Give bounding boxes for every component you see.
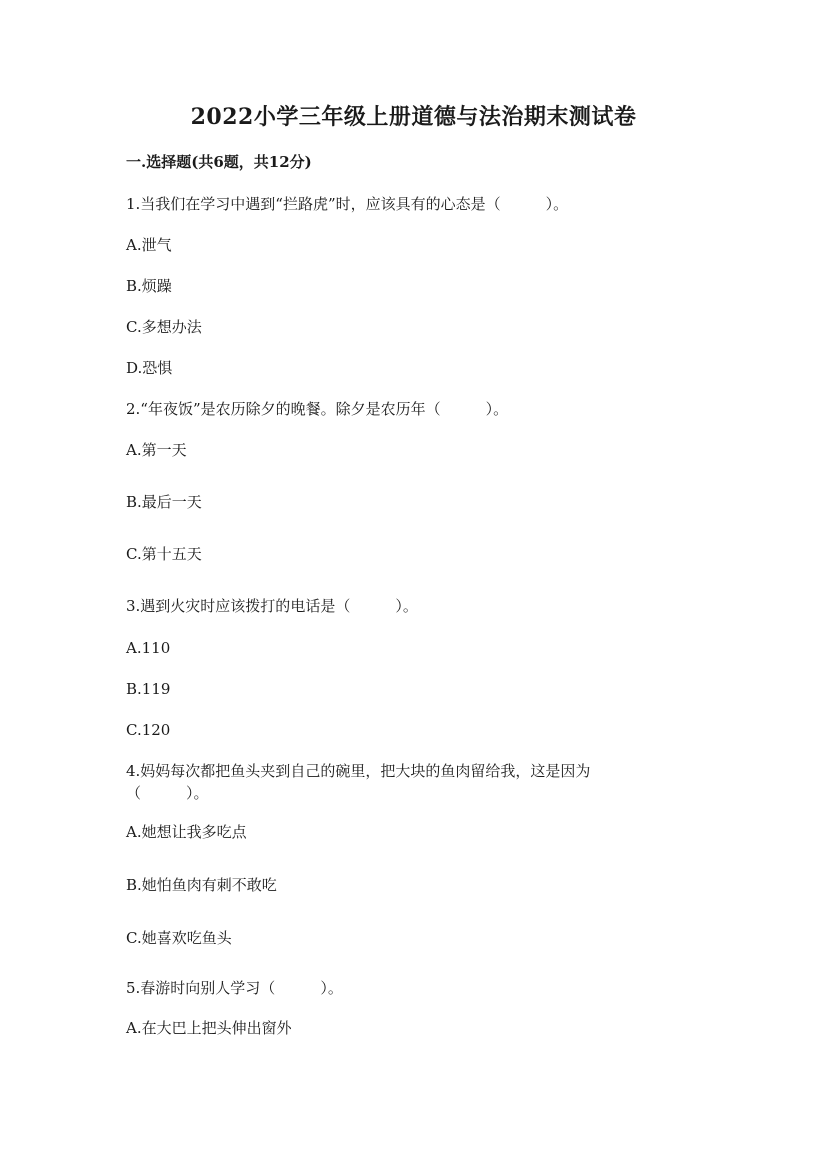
- question-2-option-b: B.最后一天: [126, 493, 202, 511]
- question-3-option-a: A.110: [126, 639, 171, 657]
- question-5-option-a: A.在大巴上把头伸出窗外: [126, 1019, 292, 1037]
- exam-title: 2022小学三年级上册道德与法治期末测试卷: [190, 104, 637, 130]
- question-4-option-b: B.她怕鱼肉有刺不敢吃: [126, 876, 277, 894]
- question-2-option-c: C.第十五天: [126, 545, 202, 563]
- question-3-option-c: C.120: [126, 721, 171, 739]
- question-1-option-d: D.恐惧: [126, 359, 173, 377]
- question-4-option-c: C.她喜欢吃鱼头: [126, 929, 232, 947]
- question-2-option-a: A.第一天: [126, 441, 187, 459]
- question-4-option-a: A.她想让我多吃点: [126, 823, 247, 841]
- question-1-option-a: A.泄气: [126, 236, 172, 254]
- question-4-stem-line-1: 4.妈妈每次都把鱼头夹到自己的碗里，把大块的鱼肉留给我，这是因为: [126, 762, 591, 780]
- question-3-stem: 3.遇到火灾时应该拨打的电话是（ ）。: [126, 597, 418, 615]
- question-1-option-c: C.多想办法: [126, 318, 202, 336]
- question-4-stem-line-2: （ ）。: [126, 784, 209, 802]
- question-1-option-b: B.烦躁: [126, 277, 172, 295]
- question-1-stem: 1.当我们在学习中遇到“拦路虎”时，应该具有的心态是（ ）。: [126, 195, 569, 213]
- question-3-option-b: B.119: [126, 680, 171, 698]
- section-heading: 一.选择题(共6题，共12分): [126, 153, 312, 171]
- question-2-stem: 2.“年夜饭”是农历除夕的晚餐。除夕是农历年（ ）。: [126, 400, 509, 418]
- question-5-stem: 5.春游时向别人学习（ ）。: [126, 979, 343, 997]
